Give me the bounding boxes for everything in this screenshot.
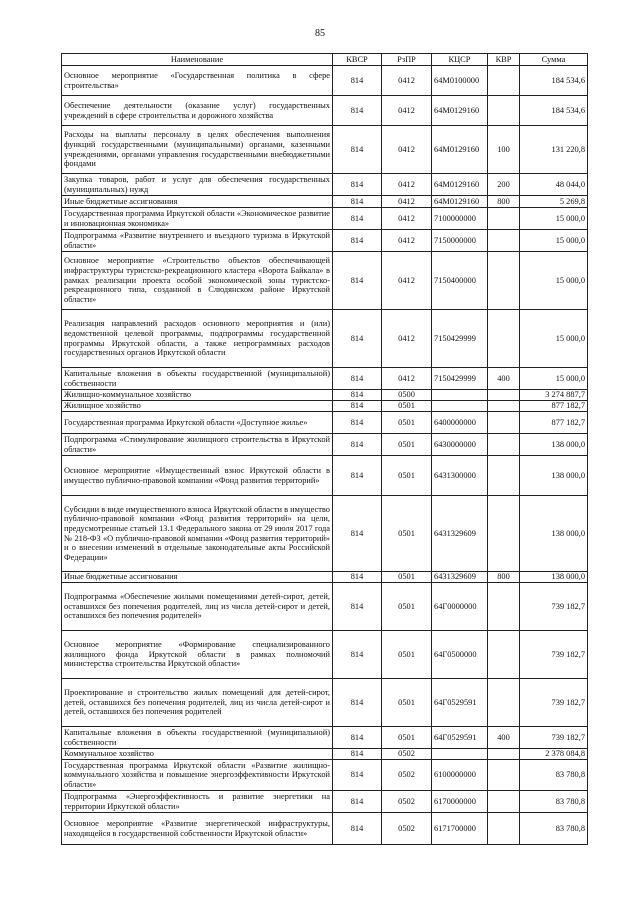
cell-name: Подпрограмма «Развитие внутреннего и въездного туризма в Иркутской области» — [62, 230, 333, 252]
cell-kcsr: 6171700000 — [432, 813, 488, 845]
table-row — [62, 390, 588, 401]
cell-sum: 739 182,7 — [520, 727, 588, 749]
cell-kvsr: 814 — [333, 390, 382, 401]
cell-kcsr: 6430000000 — [432, 434, 488, 456]
cell-kvsr: 814 — [333, 368, 382, 390]
table-row — [62, 96, 588, 126]
cell-kcsr: 64Г0000000 — [432, 583, 488, 631]
cell-sum: 83 780,8 — [520, 791, 588, 813]
cell-kcsr: 6100000000 — [432, 760, 488, 791]
table-row — [62, 230, 588, 252]
cell-kcsr — [432, 401, 488, 412]
cell-kvr: 400 — [488, 727, 520, 749]
cell-kvr — [488, 412, 520, 434]
table-row — [62, 679, 588, 727]
table-header-row — [62, 54, 588, 66]
cell-rzpr: 0412 — [382, 208, 432, 230]
header-rzpr: РзПР — [382, 54, 432, 66]
table-row — [62, 496, 588, 572]
cell-name: Основное мероприятие «Имущественный взнос Иркутской области в имущество публично-правовой компании «Фонд развития территорий» — [62, 456, 333, 496]
cell-kvsr: 814 — [333, 252, 382, 310]
cell-sum: 15 000,0 — [520, 230, 588, 252]
cell-kcsr: 6431329609 — [432, 572, 488, 583]
cell-name: Жилищное хозяйство — [62, 401, 333, 412]
table-row — [62, 583, 588, 631]
table-row — [62, 66, 588, 96]
header-kcsr: КЦСР — [432, 54, 488, 66]
cell-rzpr: 0501 — [382, 583, 432, 631]
cell-kvsr: 814 — [333, 760, 382, 791]
cell-kvr: 100 — [488, 126, 520, 174]
cell-name: Обеспечение деятельности (оказание услуг) государственных учреждений в сфере строительства и дорожного хозяйства — [62, 96, 333, 126]
cell-kcsr: 6400000000 — [432, 412, 488, 434]
cell-rzpr: 0412 — [382, 230, 432, 252]
cell-sum: 739 182,7 — [520, 679, 588, 727]
cell-sum: 739 182,7 — [520, 631, 588, 679]
cell-kcsr: 64М0129160 — [432, 174, 488, 196]
table-row — [62, 368, 588, 390]
cell-kvr — [488, 401, 520, 412]
cell-name: Субсидии в виде имущественного взноса Иркутской области в имущество публично-правовой компании «Фонд развития территорий» на цели, предусмотренные статьей 13.1 Федерального закона от 29 июля 2017 года № 218-ФЗ «О публично-правовой компании «Фонд развития территорий» и о внесении изменений в отдельные законодательные акты Российской Федерации» — [62, 496, 333, 572]
cell-sum: 5 269,8 — [520, 196, 588, 208]
header-name: Наименование — [62, 54, 333, 66]
cell-rzpr: 0501 — [382, 456, 432, 496]
header-kvsr: КВСР — [333, 54, 382, 66]
cell-kcsr: 7150400000 — [432, 252, 488, 310]
cell-rzpr: 0412 — [382, 96, 432, 126]
cell-kcsr: 64Г0500000 — [432, 631, 488, 679]
cell-kvr: 200 — [488, 174, 520, 196]
header-sum: Сумма — [520, 54, 588, 66]
cell-name: Подпрограмма «Стимулирование жилищного строительства в Иркутской области» — [62, 434, 333, 456]
table-row — [62, 412, 588, 434]
cell-name: Государственная программа Иркутской области «Развитие жилищно-коммунального хозяйства и повышение энергоэффективности Иркутской области» — [62, 760, 333, 791]
cell-kvsr: 814 — [333, 496, 382, 572]
cell-kvsr: 814 — [333, 749, 382, 760]
table-row — [62, 174, 588, 196]
cell-kvr — [488, 813, 520, 845]
cell-rzpr: 0412 — [382, 196, 432, 208]
cell-sum: 739 182,7 — [520, 583, 588, 631]
cell-rzpr: 0501 — [382, 727, 432, 749]
cell-kvsr: 814 — [333, 412, 382, 434]
cell-rzpr: 0501 — [382, 496, 432, 572]
cell-kvr — [488, 631, 520, 679]
cell-rzpr: 0412 — [382, 368, 432, 390]
cell-rzpr: 0502 — [382, 749, 432, 760]
cell-kvsr: 814 — [333, 583, 382, 631]
cell-sum: 15 000,0 — [520, 252, 588, 310]
cell-name: Жилищно-коммунальное хозяйство — [62, 390, 333, 401]
table-row — [62, 456, 588, 496]
cell-sum: 15 000,0 — [520, 368, 588, 390]
cell-kvsr: 814 — [333, 208, 382, 230]
cell-sum: 184 534,6 — [520, 66, 588, 96]
header-kvr: КВР — [488, 54, 520, 66]
cell-kcsr: 64М0100000 — [432, 66, 488, 96]
cell-rzpr: 0412 — [382, 126, 432, 174]
cell-kvsr: 814 — [333, 310, 382, 368]
cell-sum: 877 182,7 — [520, 401, 588, 412]
cell-sum: 15 000,0 — [520, 208, 588, 230]
cell-rzpr: 0502 — [382, 760, 432, 791]
cell-kcsr: 64М0129160 — [432, 196, 488, 208]
cell-sum: 877 182,7 — [520, 412, 588, 434]
cell-kcsr — [432, 749, 488, 760]
table-row — [62, 631, 588, 679]
cell-kvr — [488, 583, 520, 631]
cell-kcsr: 6431300000 — [432, 456, 488, 496]
cell-name: Иные бюджетные ассигнования — [62, 572, 333, 583]
cell-sum: 138 000,0 — [520, 572, 588, 583]
cell-kvsr: 814 — [333, 401, 382, 412]
cell-kvr — [488, 252, 520, 310]
cell-name: Основное мероприятие «Формирование специализированного жилищного фонда Иркутской области в рамках полномочий министерства строительства Иркутской области» — [62, 631, 333, 679]
cell-kcsr: 6431329609 — [432, 496, 488, 572]
cell-kvsr: 814 — [333, 96, 382, 126]
table-row — [62, 760, 588, 791]
cell-rzpr: 0501 — [382, 679, 432, 727]
cell-kvsr: 814 — [333, 727, 382, 749]
cell-name: Иные бюджетные ассигнования — [62, 196, 333, 208]
cell-name: Проектирование и строительство жилых помещений для детей-сирот, детей, оставшихся без попечения родителей, лиц из числа детей-сирот и детей, оставшихся без попечения родителей — [62, 679, 333, 727]
cell-kvsr: 814 — [333, 631, 382, 679]
table-row — [62, 727, 588, 749]
cell-sum: 2 378 084,8 — [520, 749, 588, 760]
cell-kvsr: 814 — [333, 813, 382, 845]
cell-sum: 83 780,8 — [520, 760, 588, 791]
cell-rzpr: 0501 — [382, 631, 432, 679]
table-row — [62, 572, 588, 583]
cell-sum: 138 000,0 — [520, 496, 588, 572]
cell-rzpr: 0501 — [382, 401, 432, 412]
cell-kvsr: 814 — [333, 126, 382, 174]
cell-rzpr: 0502 — [382, 813, 432, 845]
cell-rzpr: 0501 — [382, 412, 432, 434]
cell-sum: 15 000,0 — [520, 310, 588, 368]
cell-kvsr: 814 — [333, 679, 382, 727]
cell-kvsr: 814 — [333, 230, 382, 252]
cell-kvr — [488, 434, 520, 456]
cell-kvsr: 814 — [333, 196, 382, 208]
cell-kvsr: 814 — [333, 434, 382, 456]
cell-sum: 138 000,0 — [520, 434, 588, 456]
table-row — [62, 310, 588, 368]
cell-kvr — [488, 791, 520, 813]
table-row — [62, 208, 588, 230]
cell-kcsr: 64Г0529591 — [432, 679, 488, 727]
cell-name: Основное мероприятие «Развитие энергетической инфраструктуры, находящейся в государственной собственности Иркутской области» — [62, 813, 333, 845]
cell-kcsr: 7150429999 — [432, 368, 488, 390]
cell-sum: 48 044,0 — [520, 174, 588, 196]
cell-sum: 131 220,8 — [520, 126, 588, 174]
cell-rzpr: 0412 — [382, 66, 432, 96]
cell-rzpr: 0502 — [382, 791, 432, 813]
cell-name: Капитальные вложения в объекты государственной (муниципальной) собственности — [62, 727, 333, 749]
budget-table — [61, 53, 588, 845]
cell-kcsr: 7150429999 — [432, 310, 488, 368]
cell-name: Подпрограмма «Обеспечение жилыми помещениями детей-сирот, детей, оставшихся без попечения родителей, лиц из числа детей-сирот и детей, оставшихся без попечения родителей» — [62, 583, 333, 631]
cell-name: Капитальные вложения в объекты государственной (муниципальной) собственности — [62, 368, 333, 390]
cell-kcsr — [432, 390, 488, 401]
cell-kcsr: 64М0129160 — [432, 96, 488, 126]
cell-name: Коммунальное хозяйство — [62, 749, 333, 760]
cell-kvr: 400 — [488, 368, 520, 390]
cell-name: Подпрограмма «Энергоэффективность и развитие энергетики на территории Иркутской области» — [62, 791, 333, 813]
cell-kvr: 800 — [488, 196, 520, 208]
cell-name: Государственная программа Иркутской области «Экономическое развитие и инновационная экономика» — [62, 208, 333, 230]
cell-kcsr: 64М0129160 — [432, 126, 488, 174]
cell-sum: 83 780,8 — [520, 813, 588, 845]
page-number: 85 — [315, 28, 325, 39]
cell-kcsr: 7100000000 — [432, 208, 488, 230]
cell-rzpr: 0501 — [382, 572, 432, 583]
table-row — [62, 791, 588, 813]
table-row — [62, 401, 588, 412]
cell-name: Государственная программа Иркутской области «Доступное жилье» — [62, 412, 333, 434]
cell-kcsr: 6170000000 — [432, 791, 488, 813]
cell-kvsr: 814 — [333, 456, 382, 496]
cell-rzpr: 0412 — [382, 310, 432, 368]
table-row — [62, 196, 588, 208]
cell-rzpr: 0412 — [382, 174, 432, 196]
cell-sum: 3 274 887,7 — [520, 390, 588, 401]
cell-rzpr: 0500 — [382, 390, 432, 401]
cell-name: Основное мероприятие «Государственная политика в сфере строительства» — [62, 66, 333, 96]
cell-rzpr: 0501 — [382, 434, 432, 456]
cell-name: Реализация направлений расходов основного мероприятия и (или) ведомственной целевой программы, подпрограммы государственной программы Иркутской области, а также непрограммных расходов государственных органов Иркутской области — [62, 310, 333, 368]
table-row — [62, 749, 588, 760]
cell-kvr: 800 — [488, 572, 520, 583]
cell-kvsr: 814 — [333, 791, 382, 813]
cell-name: Основное мероприятие «Строительство объектов обеспечивающей инфраструктуры туристско-рекреационного кластера «Ворота Байкала» в рамках реализации проекта особой экономической зоны туристско-рекреационного типа, созданной в Слюдянском районе Иркутской области» — [62, 252, 333, 310]
cell-kcsr: 64Г0529591 — [432, 727, 488, 749]
cell-kvr — [488, 456, 520, 496]
cell-kvsr: 814 — [333, 174, 382, 196]
cell-kcsr: 7150000000 — [432, 230, 488, 252]
cell-sum: 184 534,6 — [520, 96, 588, 126]
cell-kvr — [488, 96, 520, 126]
cell-kvr — [488, 310, 520, 368]
cell-kvsr: 814 — [333, 66, 382, 96]
cell-kvr — [488, 749, 520, 760]
table-row — [62, 252, 588, 310]
cell-kvr — [488, 66, 520, 96]
cell-kvr — [488, 679, 520, 727]
cell-kvr — [488, 390, 520, 401]
cell-kvr — [488, 230, 520, 252]
cell-name: Закупка товаров, работ и услуг для обеспечения государственных (муниципальных) нужд — [62, 174, 333, 196]
table-row — [62, 813, 588, 845]
cell-kvr — [488, 760, 520, 791]
cell-sum: 138 000,0 — [520, 456, 588, 496]
cell-kvsr: 814 — [333, 572, 382, 583]
table-row — [62, 126, 588, 174]
cell-rzpr: 0412 — [382, 252, 432, 310]
cell-kvr — [488, 208, 520, 230]
cell-kvr — [488, 496, 520, 572]
cell-name: Расходы на выплаты персоналу в целях обеспечения выполнения функций государственными (муниципальными) органами, казенными учреждениями, органами управления государственными внебюджетными фондами — [62, 126, 333, 174]
table-row — [62, 434, 588, 456]
